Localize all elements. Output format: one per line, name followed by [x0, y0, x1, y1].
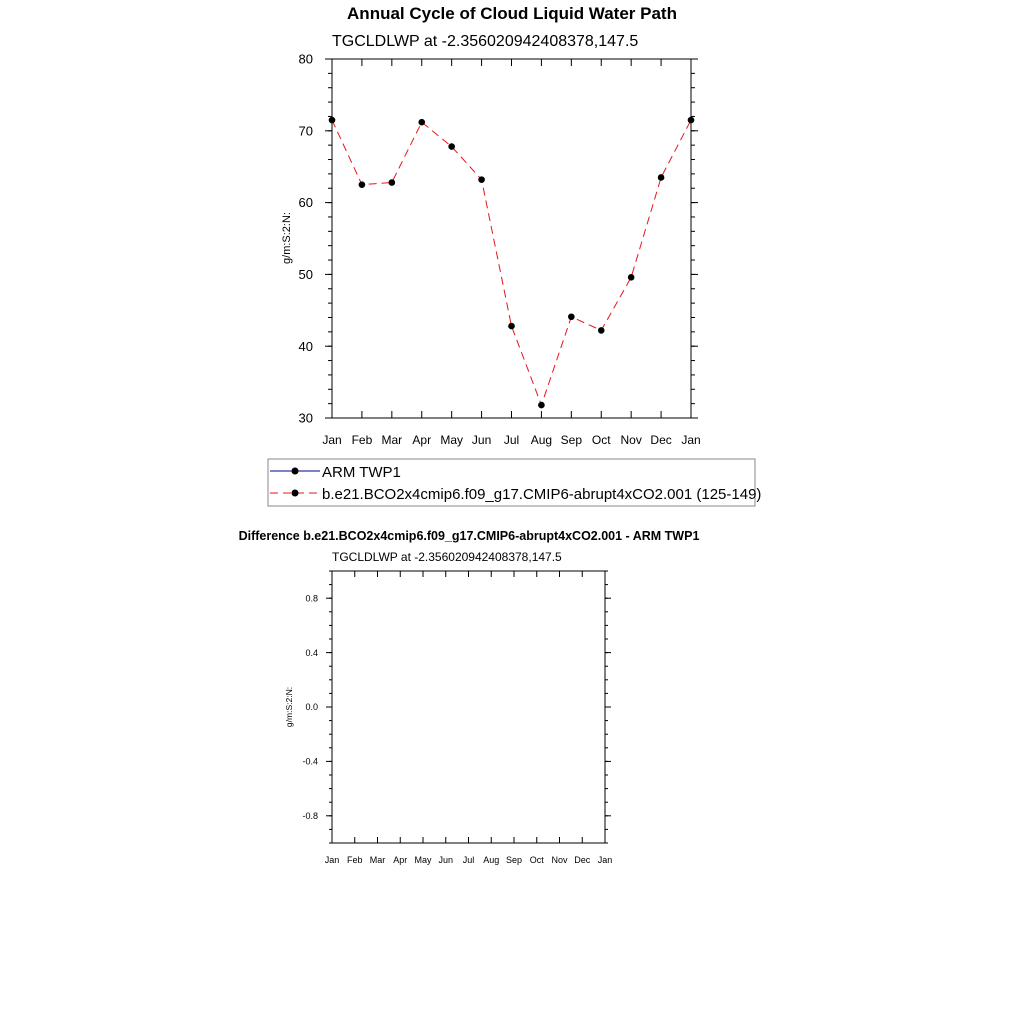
series-group [329, 117, 695, 409]
data-point [508, 323, 515, 330]
x-tick-labels [322, 433, 700, 447]
chart-annual-cycle [268, 4, 761, 506]
data-point [448, 143, 455, 150]
x-tick-label: Sep [505, 855, 523, 865]
plot-frame [332, 571, 605, 843]
y-tick-label: 70 [298, 123, 313, 139]
x-tick-label: May [414, 855, 432, 865]
plot-frame [332, 59, 691, 418]
x-tick-label: May [440, 433, 464, 447]
x-tick-labels [325, 855, 613, 865]
chart-subtitle: TGCLDLWP at -2.356020942408378,147.5 [332, 550, 562, 564]
legend-marker-model [292, 490, 299, 497]
data-point [538, 402, 545, 409]
axis-ticks [326, 571, 611, 843]
x-tick-label: Jul [462, 855, 475, 865]
x-tick-label: Nov [551, 855, 568, 865]
y-tick-label: 0.0 [305, 702, 318, 713]
y-tick-label: 0.8 [305, 593, 318, 604]
x-tick-label: Aug [530, 433, 553, 447]
data-point [598, 327, 605, 334]
x-tick-label: Jan [597, 855, 613, 865]
y-tick-label: 0.4 [305, 647, 318, 658]
chart-difference [239, 529, 700, 865]
x-tick-label: Sep [560, 433, 583, 447]
x-tick-label: Jun [471, 433, 492, 447]
axis-ticks [325, 59, 698, 418]
legend-marker-arm [292, 468, 299, 475]
chart-title: Annual Cycle of Cloud Liquid Water Path [347, 4, 677, 23]
y-axis-label: g/m:S:2:N: [281, 212, 293, 264]
x-tick-label: Dec [650, 433, 672, 447]
x-tick-label: Apr [412, 433, 432, 447]
y-tick-label: 30 [298, 410, 313, 426]
y-tick-label: 80 [298, 51, 313, 67]
chart-title: Difference b.e21.BCO2x4cmip6.f09_g17.CMIP6-abrupt4xCO2.001 - ARM TWP1 [238, 529, 700, 543]
y-tick-label: 50 [298, 266, 313, 282]
x-tick-label: Jul [503, 433, 520, 447]
x-tick-label: Oct [591, 433, 611, 447]
data-point [478, 176, 485, 183]
data-point [329, 117, 336, 124]
x-tick-label: Feb [346, 855, 363, 865]
y-tick-labels [302, 593, 318, 821]
data-point [628, 274, 635, 281]
x-tick-label: Feb [351, 433, 373, 447]
chart-subtitle: TGCLDLWP at -2.356020942408378,147.5 [332, 33, 639, 50]
data-point [359, 181, 366, 188]
series-line [332, 120, 691, 405]
x-tick-label: Apr [393, 855, 408, 865]
legend [268, 459, 761, 506]
x-tick-label: Oct [529, 855, 544, 865]
x-tick-label: Jan [324, 855, 340, 865]
x-tick-label: Mar [381, 433, 403, 447]
x-tick-label: Jan [322, 433, 342, 447]
y-tick-labels [299, 52, 313, 426]
y-tick-label: 40 [298, 338, 313, 354]
legend-label-arm: ARM TWP1 [322, 464, 401, 481]
data-point [568, 313, 575, 320]
y-tick-label: -0.4 [302, 756, 318, 767]
data-point [389, 179, 396, 186]
y-tick-label: 60 [298, 195, 313, 211]
legend-label-model: b.e21.BCO2x4cmip6.f09_g17.CMIP6-abrupt4xCO2.001 (125-149) [322, 486, 762, 503]
x-tick-label: Aug [483, 855, 500, 865]
x-tick-label: Jun [438, 855, 454, 865]
x-tick-label: Dec [574, 855, 591, 865]
data-point [658, 174, 665, 181]
y-axis-label: g/m:S:2:N: [284, 686, 294, 728]
data-point [688, 117, 695, 124]
y-tick-label: -0.8 [302, 810, 318, 821]
x-tick-label: Nov [620, 433, 642, 447]
x-tick-label: Jan [681, 433, 701, 447]
x-tick-label: Mar [369, 855, 386, 865]
data-point [418, 119, 425, 126]
